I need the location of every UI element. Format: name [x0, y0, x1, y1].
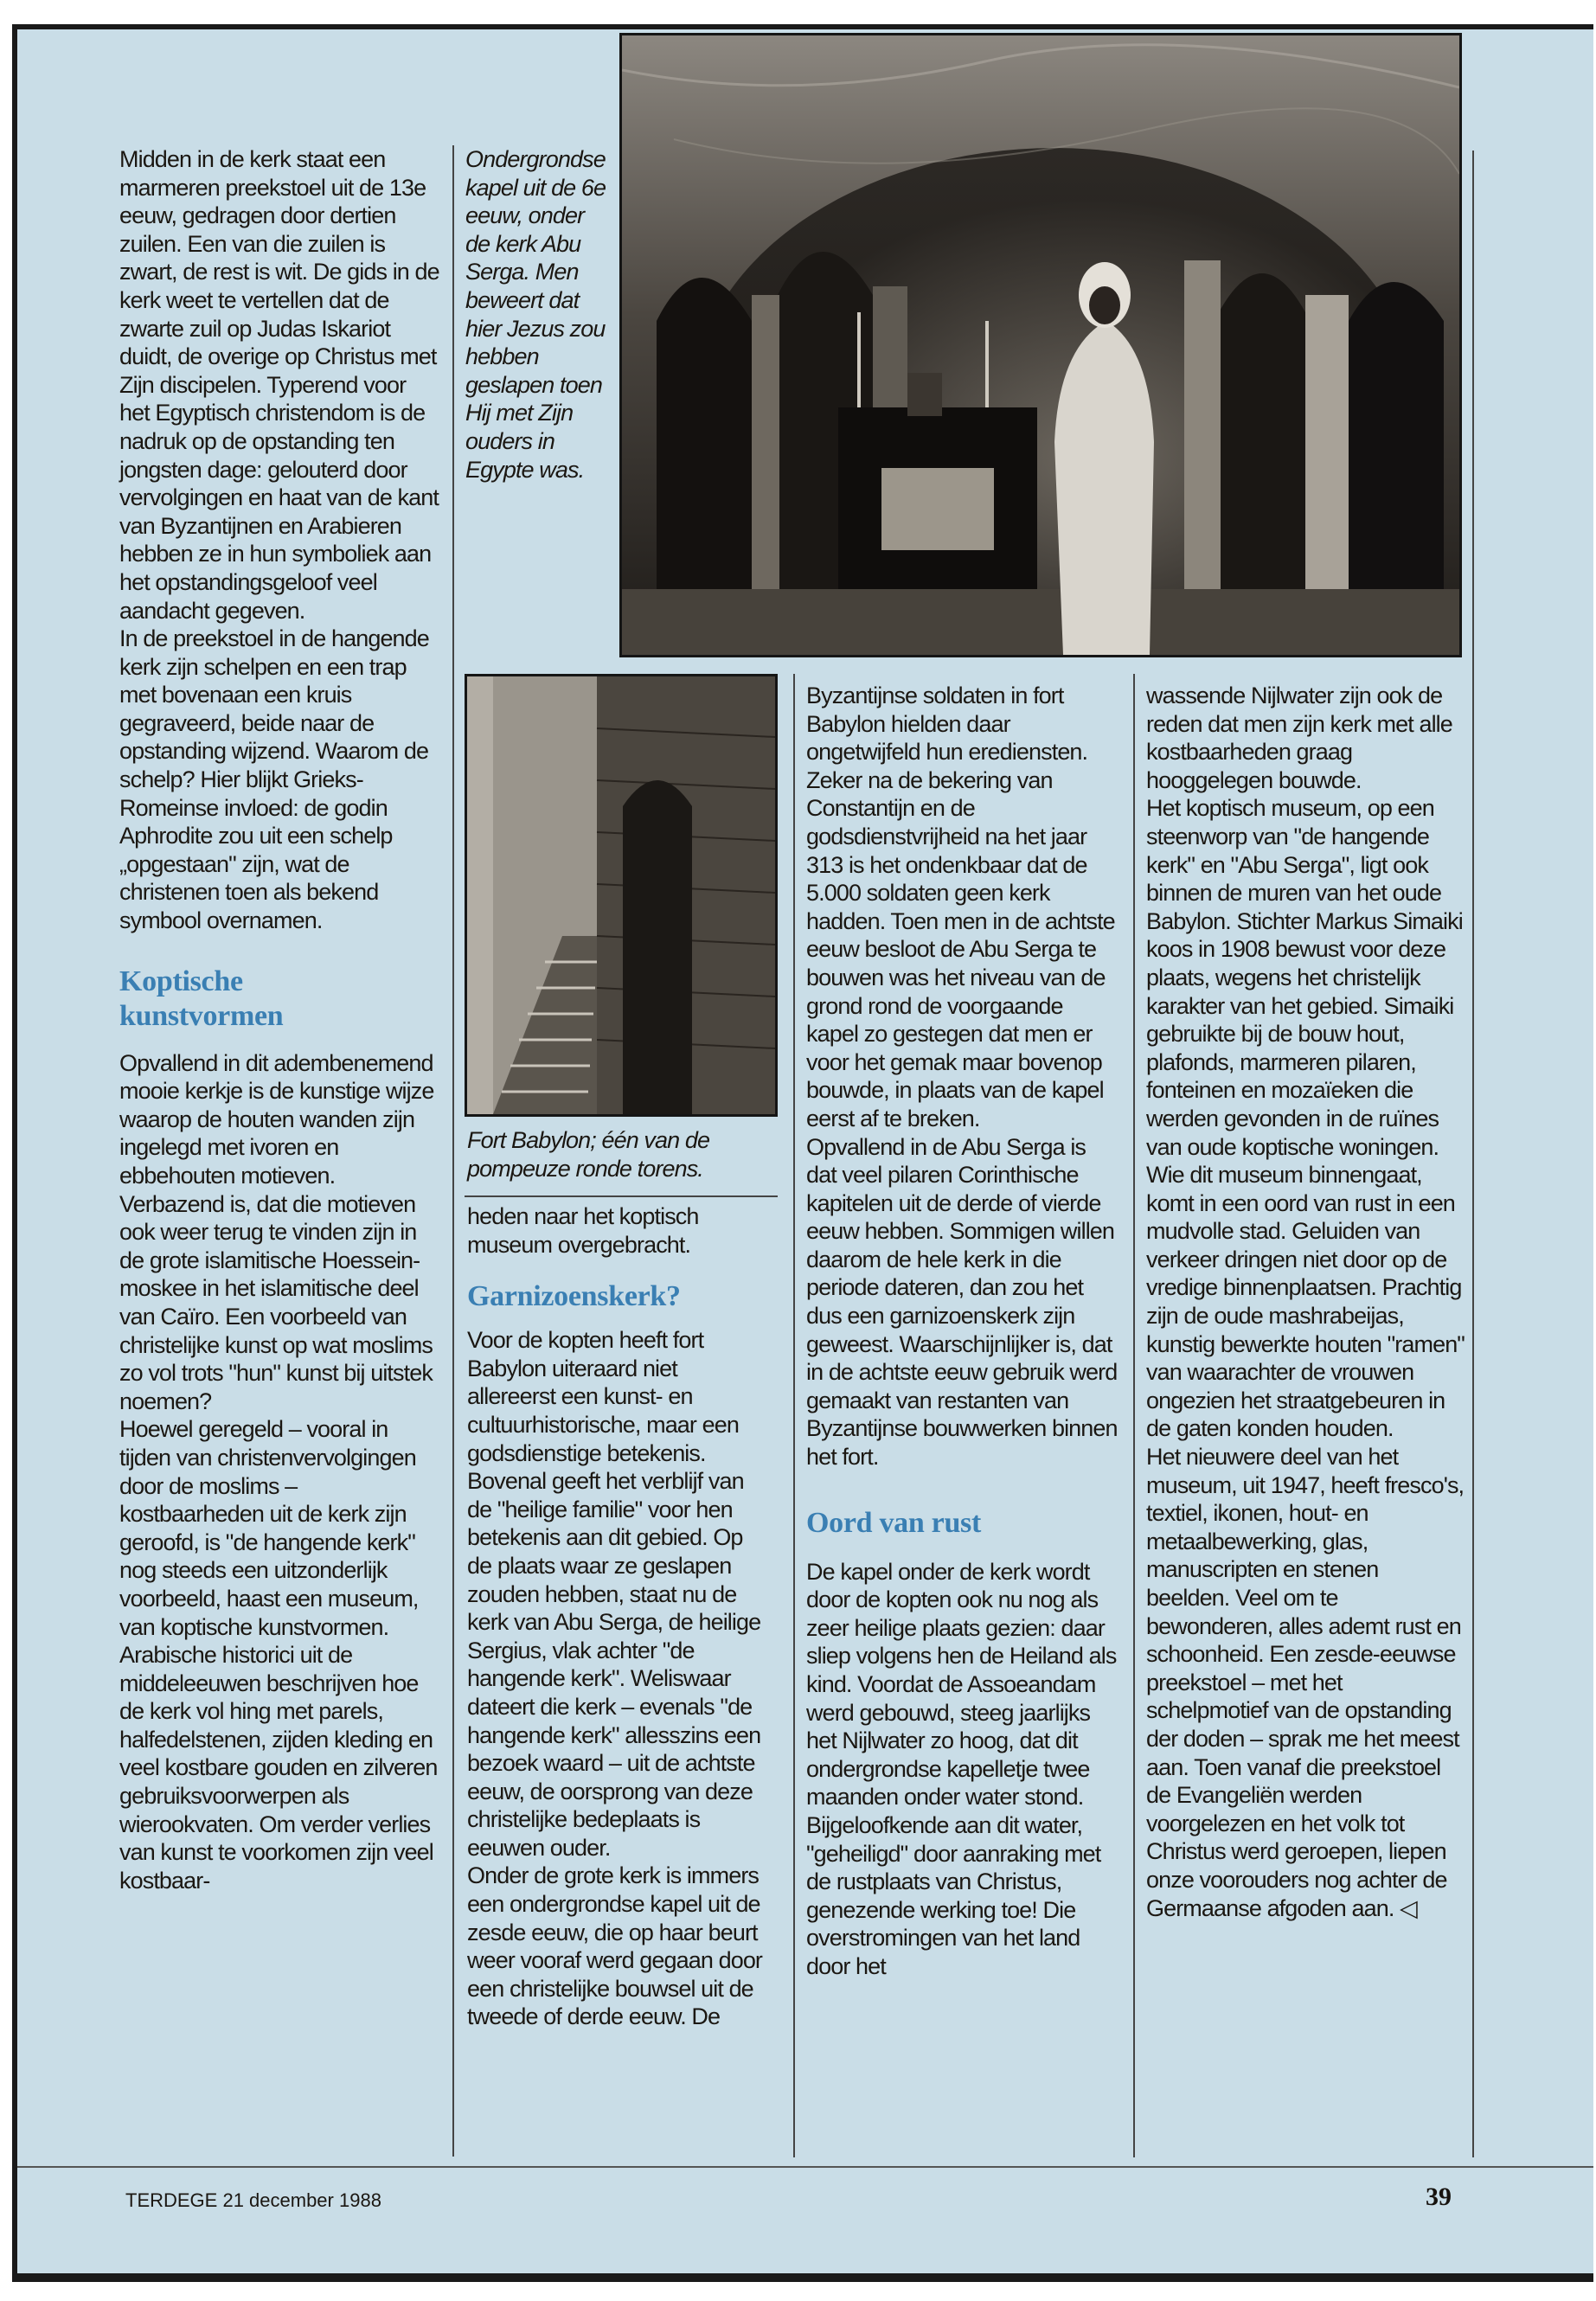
column-rule-2 — [793, 674, 795, 2157]
column-rule-3 — [1133, 674, 1135, 2157]
footer-magazine-date: TERDEGE 21 december 1988 — [125, 2189, 381, 2211]
col2-paragraph-3: Onder de grote kerk is immers een ondergrondse kapel uit de zesde eeuw, die op haar beurt weer vooraf werd gegaan door een christelijke bouwsel uit de tweede of derde eeuw. De — [467, 1862, 763, 2030]
column-2 — [467, 1202, 770, 2031]
col1-paragraph-1: Midden in de kerk staat een marmeren preekstoel uit de 13e eeuw, gedragen door dertien zuilen. Een van die zuilen is zwart, de rest is wit. De gids in de kerk weet te vertellen dat de zwarte zuil op Judas Iskariot duidt, de overige op Christus met Zijn discipelen. Typerend voor het Egyptisch christendom is de nadruk op de opstanding ten jongsten dage: gelouterd door vervolgingen en haat van de kant van Byzantijnen en Arabieren hebben ze in hun symboliek aan het opstandingsgeloof veel aandacht gegeven. — [119, 146, 439, 624]
col2-paragraph-1: heden naar het koptisch museum overgebracht. — [467, 1203, 699, 1258]
col4-paragraph-3: Wie dit museum binnengaat, komt in een oord van rust in een mudvolle stad. Geluiden van verkeer dringen niet door op de vredige binnenplaatsen. Prachtig zijn de oude mashrabeijas, kunstig bewerkte houten "ramen" van waarachter de vrouwen ongezien het straatgebeuren in de gaten konden houden. — [1146, 1162, 1465, 1442]
fort-babylon-photo — [465, 674, 778, 1117]
col1-paragraph-2: In de preekstoel in de hangende kerk zijn schelpen en een trap met bovenaan een kruis gegraveerd, beide naar de opstanding wijzend. Waarom de schelp? Hier blijkt Grieks-Romeinse invloed: de godin Aphrodite zou uit een schelp „opgestaan" zijn, wat de christenen toen als bekend symbool overnamen. — [119, 625, 429, 934]
right-frame-rule — [1472, 151, 1474, 2157]
page-number: 39 — [1426, 2182, 1452, 2211]
heading-koptische-kunstvormen: Koptische kunstvormen — [119, 965, 284, 1032]
col1-paragraph-3: Opvallend in dit adembenemend mooie kerkje is de kunstige wijze waarop de houten wanden zijn ingelegd met ivoren en ebbehouten motieven. Verbazend is, dat die motieven ook weer terug te vinden zijn in de grote islamitische Hoessein-moskee in het islamitische deel van Caïro. Een voorbeeld van christelijke kunst op wat moslims zo vol trots "hun" kunst bij uitstek noemen? — [119, 1049, 434, 1414]
column-1 — [119, 145, 439, 1894]
column-3 — [806, 682, 1118, 1981]
magazine-page — [12, 24, 1593, 2282]
col3-paragraph-3: De kapel onder de kerk wordt door de kopten ook nu nog als zeer heilige plaats gezien: daar sliep volgens hen de Heiland als kind. Voordat de Assoeandam werd gebouwd, steeg jaarlijks het Nijlwater zo hoog, dat dit ondergrondse kapelletje twee maanden onder water stond. Bijgeloofkende aan dit water, "geheiligd" door aanraking met de rustplaats van Christus, genezende werking toe! Die overstromingen van het land door het — [806, 1558, 1117, 1979]
col1-paragraph-4: Hoewel geregeld – vooral in tijden van christenvervolgingen door de moslims – kostbaarheden uit de kerk zijn geroofd, is "de hangende kerk" nog steeds een uitzonderlijk voorbeeld, haast een museum, van koptische kunstvormen. Arabische historici uit de middeleeuwen beschrijven hoe de kerk vol hing met parels, halfedelstenen, zijden kleding en veel kostbare gouden en zilveren gebruiksvoorwerpen als wierookvaten. Om verder verlies van kunst te voorkomen zijn veel kostbaar- — [119, 1416, 438, 1894]
column-4 — [1146, 682, 1465, 1922]
col2-paragraph-2: Voor de kopten heeft fort Babylon uiteraard niet allereerst een kunst- en cultuurhistorische, maar een godsdienstige betekenis. Bovenal geeft het verblijf van de "heilige familie" voor hen betekenis aan dit gebied. Op de plaats waar ze geslapen zouden hebben, staat nu de kerk van Abu Serga, de heilige Sergius, vlak achter "de hangende kerk". Weliswaar dateert die kerk – evenals "de hangende kerk" allesszins een bezoek waard – uit de achtste eeuw, de oorsprong van deze christelijke bedeplaats is eeuwen ouder. — [467, 1327, 761, 1861]
heading-garnizoenskerk: Garnizoenskerk? — [467, 1280, 681, 1313]
footer-rule — [17, 2166, 1593, 2168]
caption-fort-babylon: Fort Babylon; één van de pompeuze ronde torens. — [467, 1127, 710, 1182]
col3-paragraph-2: Opvallend in de Abu Serga is dat veel pilaren Corinthische kapitelen uit de derde of vierde eeuw hebben. Sommigen willen daarom de hele kerk in die periode dateren, dan zou het dus een garnizoenskerk zijn geweest. Waarschijnlijker is, dat in de achtste eeuw gebruik werd gemaakt van restanten van Byzantijnse bouwwerken binnen het fort. — [806, 1133, 1118, 1471]
col4-paragraph-2: Het koptisch museum, op een steenworp van "de hangende kerk" en "Abu Serga", ligt ook binnen de muren van het oude Babylon. Stichter Markus Simaiki koos in 1908 bewust voor deze plaats, wegens het christelijk karakter van het gebied. Simaiki gebruikte bij de bouw hout, plafonds, marmeren pilaren, fonteinen en mozaïeken die werden gevonden in de ruïnes van oude koptische woningen. — [1146, 795, 1463, 1160]
column-rule-1 — [452, 145, 454, 2157]
col4-paragraph-1: wassende Nijlwater zijn ook de reden dat men zijn kerk met alle kostbaarheden graag hooggelegen bouwde. — [1146, 683, 1452, 793]
underground-chapel-photo — [619, 33, 1462, 657]
heading-oord-van-rust: Oord van rust — [806, 1506, 982, 1539]
col4-paragraph-4: Het nieuwere deel van het museum, uit 1947, heeft fresco's, textiel, ikonen, hout- en metaalbewerking, glas, manuscripten en stenen beelden. Veel om te bewonderen, alles ademt rust en schoonheid. Een zesde-eeuwse preekstoel – met het schelpmotief van de opstanding der doden – sprak me het meest aan. Toen vanaf die preekstoel de Evangeliën werden voorgelezen en het volk tot Christus werd geroepen, liepen onze voorouders nog achter de Germaanse afgoden aan. ◁ — [1146, 1444, 1465, 1921]
col3-paragraph-1: Byzantijnse soldaten in fort Babylon hielden daar ongetwijfeld hun erediensten. Zeker na de bekering van Constantijn en de godsdienstvrijheid na het jaar 313 is het ondenkbaar dat de 5.000 soldaten geen kerk hadden. Toen men in de achtste eeuw besloot de Abu Serga te bouwen was het niveau van de grond rond de voorgaande kapel zo gestegen dat men er voor het gemak maar bovenop bouwde, in plaats van de kapel eerst af te breken. — [806, 683, 1115, 1131]
caption-underground-chapel: Ondergrondse kapel uit de 6e eeuw, onder de kerk Abu Serga. Men beweert dat hier Jezus zou hebben geslapen toen Hij met Zijn ouders in Egypte was. — [465, 146, 606, 483]
caption-rule — [465, 1195, 778, 1197]
